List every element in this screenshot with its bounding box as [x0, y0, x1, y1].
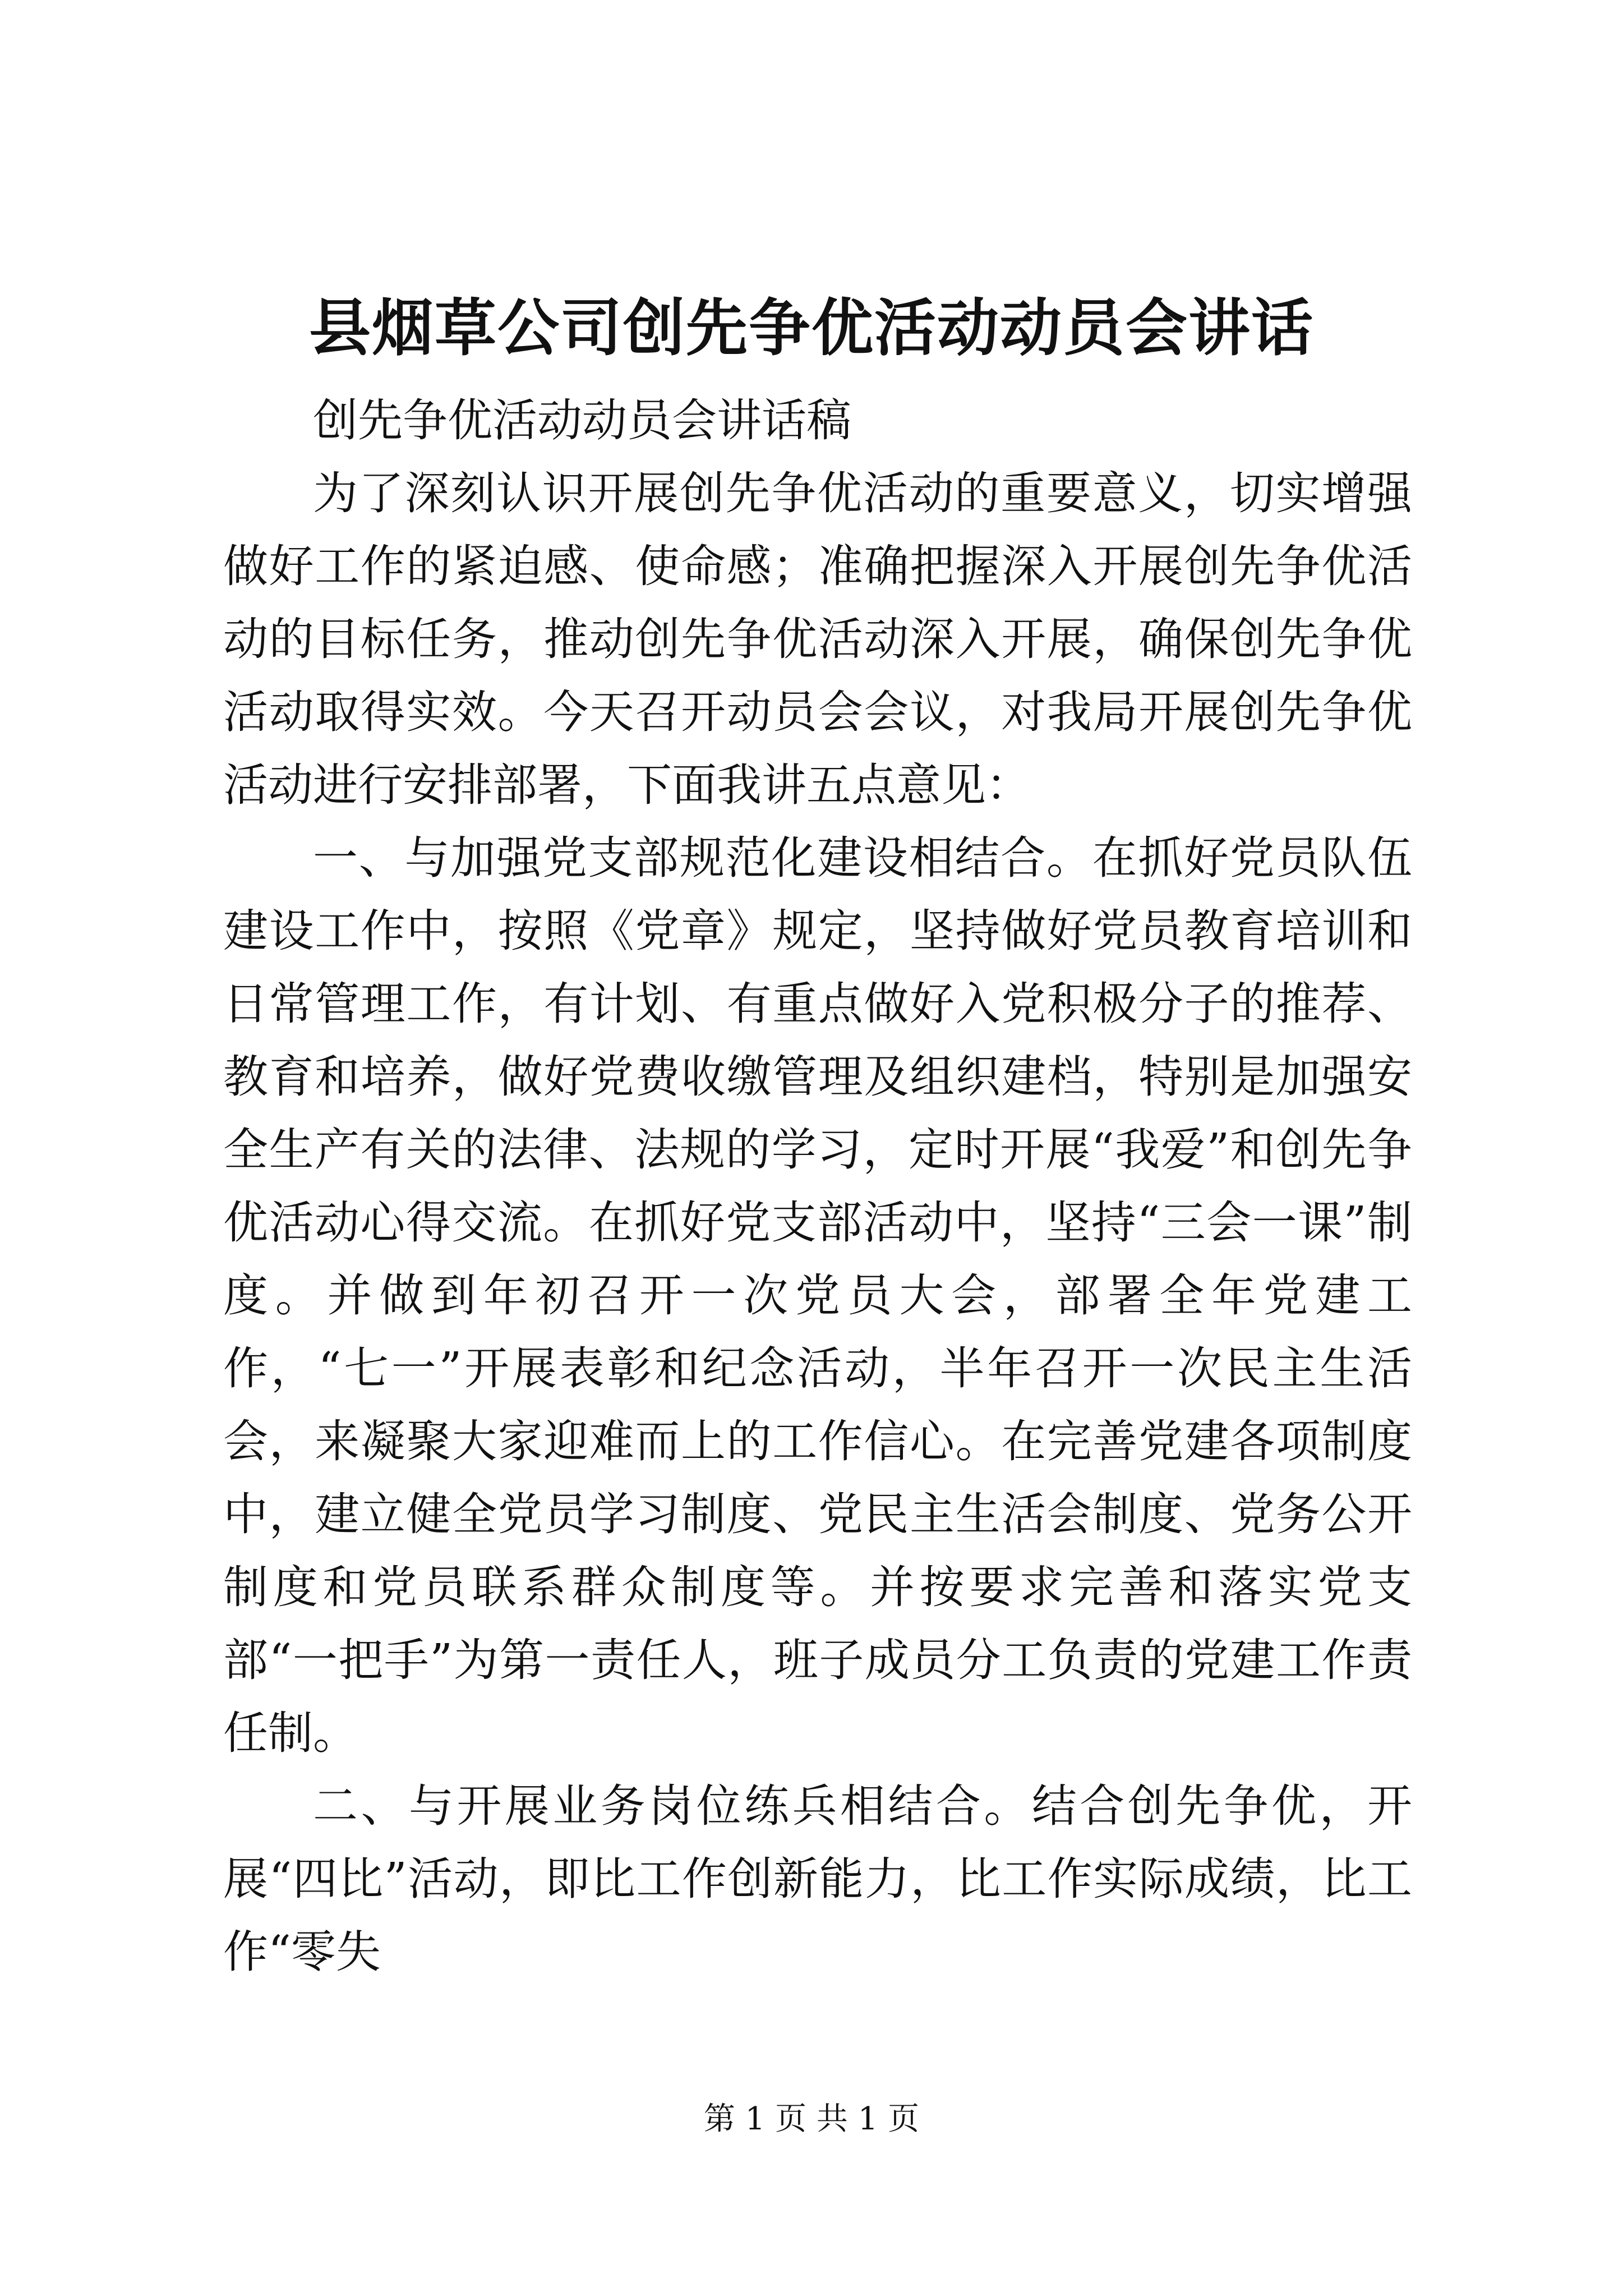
- page-footer: 第 1 页 共 1 页: [703, 2101, 920, 2137]
- paragraph-point-one: 一、与加强党支部规范化建设相结合。在抓好党员队伍建设工作中，按照《党章》规定，坚持做好党员教育培训和日常管理工作，有计划、有重点做好入党积极分子的推荐、教育和培养，做好党费收缴管理及组织建档，特别是加强安全生产有关的法律、法规的学习，定时开展“我爱”和创先争优活动心得交流。在抓好党支部活动中，坚持“三会一课”制度。并做到年初召开一次党员大会，部署全年党建工作，“七一”开展表彰和纪念活动，半年召开一次民主生活会，来凝聚大家迎难而上的工作信心。在完善党建各项制度中，建立健全党员学习制度、党民主生活会制度、党务公开制度和党员联系群众制度等。并按要求完善和落实党支部“一把手”为第一责任人，班子成员分工负责的党建工作责任制。: [223, 832, 1412, 1759]
- paragraph-point-two: 二、与开展业务岗位练兵相结合。结合创先争优，开展“四比”活动，即比工作创新能力，比工作实际成绩，比工作“零失: [223, 1780, 1412, 1978]
- document-subtitle: 创先争优活动动员会讲话稿: [313, 394, 851, 447]
- paragraph-intro: 为了深刻认识开展创先争优活动的重要意义，切实增强做好工作的紧迫感、使命感；准确把握深入开展创先争优活动的目标任务，推动创先争优活动深入开展，确保创先争优活动取得实效。今天召开动员会会议，对我局开展创先争优活动进行安排部署，下面我讲五点意见：: [223, 467, 1412, 811]
- document-title: 县烟草公司创先争优活动动员会讲话: [309, 292, 1314, 364]
- document-body: [223, 384, 1412, 1989]
